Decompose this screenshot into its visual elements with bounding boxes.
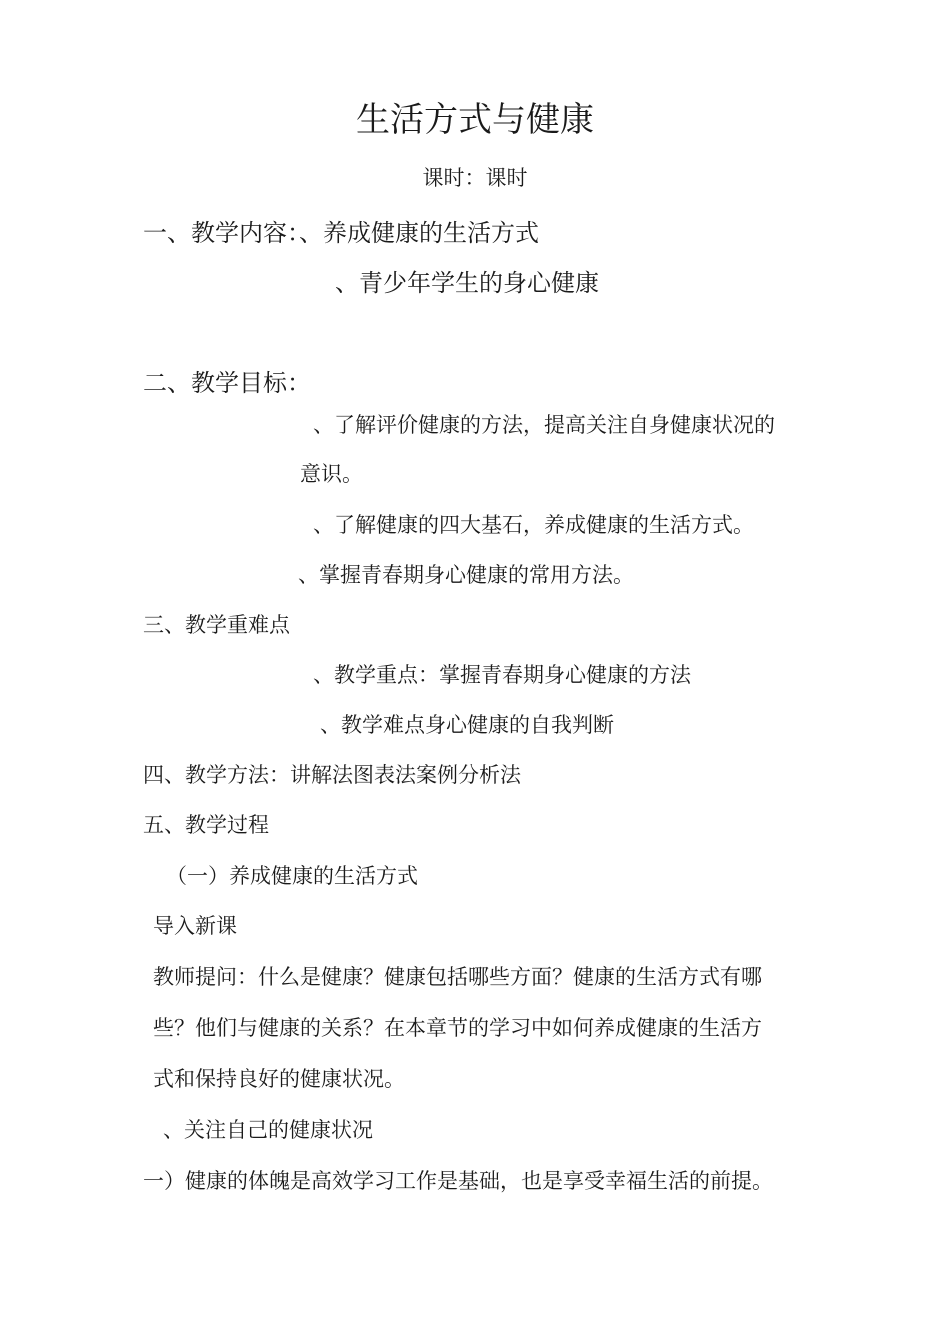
key-point: 、教学重点：掌握青春期身心健康的方法 xyxy=(313,663,691,687)
objective-item-1-cont: 意识。 xyxy=(300,462,363,486)
section-5-heading: 五、教学过程 xyxy=(143,813,269,837)
point-1-text: 一）健康的体魄是高效学习工作是基础，也是享受幸福生活的前提。 xyxy=(143,1169,773,1193)
objective-item-2: 、了解健康的四大基石，养成健康的生活方式。 xyxy=(313,513,754,537)
difficult-point: 、教学难点身心健康的自我判断 xyxy=(320,713,614,737)
intro-title: 导入新课 xyxy=(153,914,237,938)
lesson-hours: 课时：课时 xyxy=(422,166,528,190)
section-1-heading: 一、教学内容：、养成健康的生活方式 xyxy=(143,219,539,247)
page-title: 生活方式与健康 xyxy=(356,100,594,140)
section-3-heading: 三、教学重难点 xyxy=(143,613,290,637)
section-1-line-2: 、青少年学生的身心健康 xyxy=(335,269,599,297)
objective-item-1: 、了解评价健康的方法，提高关注自身健康状况的 xyxy=(313,413,775,437)
paragraph-line-3: 式和保持良好的健康状况。 xyxy=(153,1067,405,1091)
section-4-heading: 四、教学方法：讲解法图表法案例分析法 xyxy=(143,763,521,787)
sub-heading-1: （一）养成健康的生活方式 xyxy=(166,864,418,888)
objective-item-3: 、掌握青春期身心健康的常用方法。 xyxy=(298,563,634,587)
paragraph-line-1: 教师提问：什么是健康？健康包括哪些方面？健康的生活方式有哪 xyxy=(153,965,762,989)
point-1-heading: 、关注自己的健康状况 xyxy=(163,1118,373,1142)
section-2-heading: 二、教学目标： xyxy=(143,369,311,397)
paragraph-line-2: 些？他们与健康的关系？在本章节的学习中如何养成健康的生活方 xyxy=(153,1016,762,1040)
